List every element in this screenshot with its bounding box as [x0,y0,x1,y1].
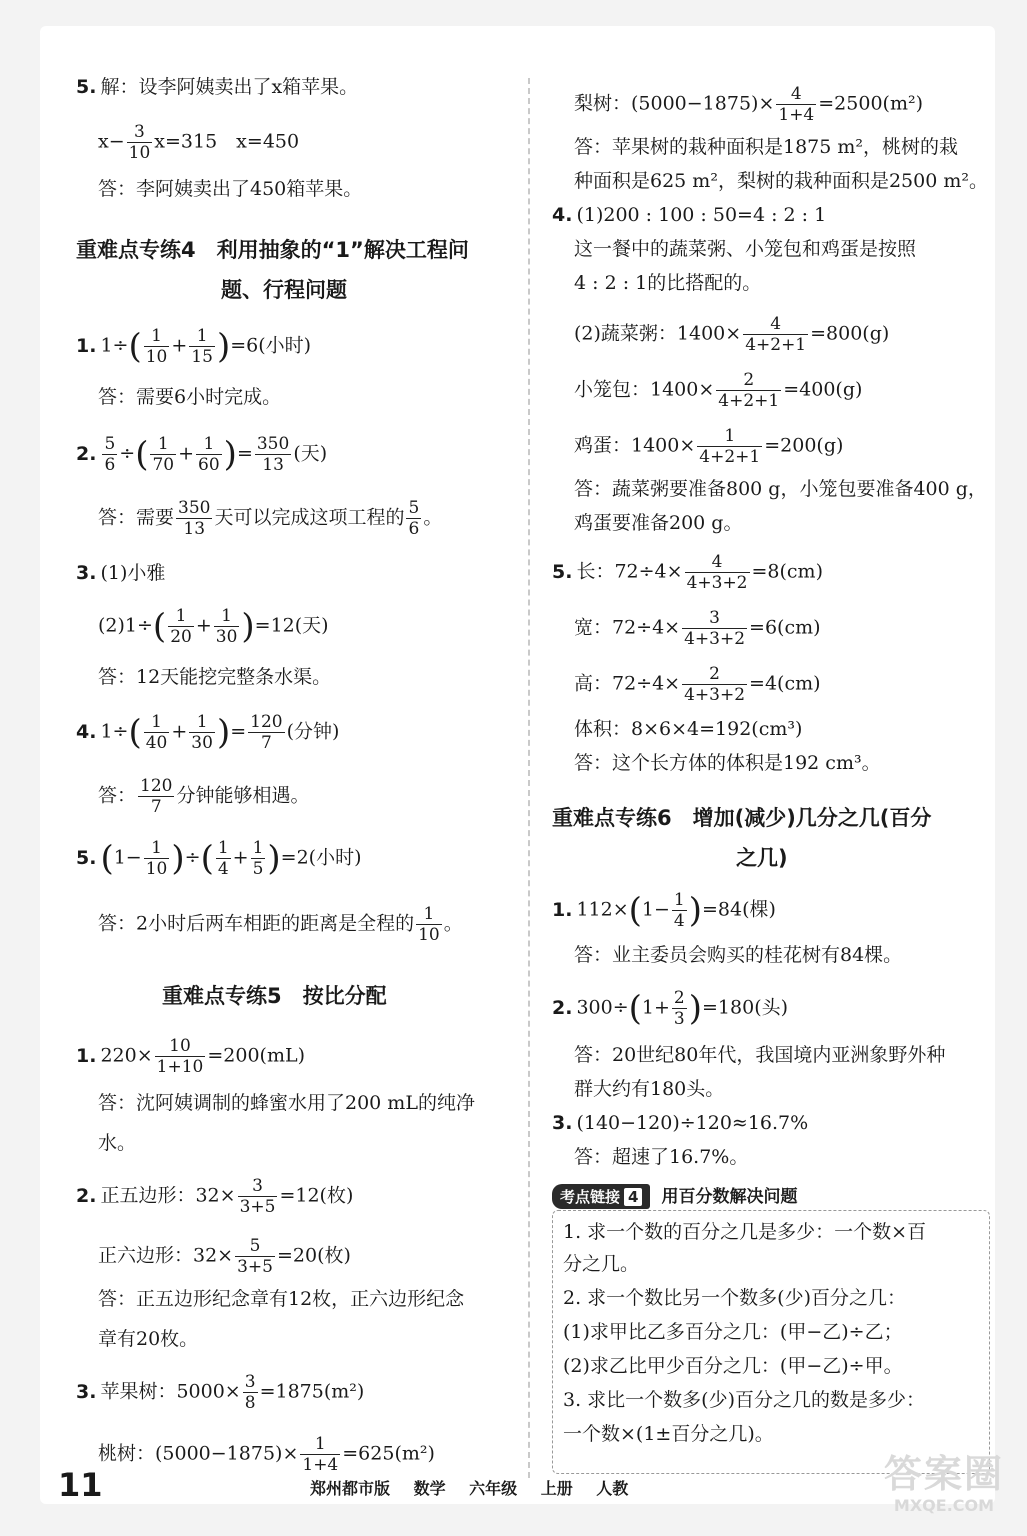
r4-bun: 小笼包：1400× $\frac{2}{4+2+1}$ =400(g) [574,370,863,411]
watermark-logo: 答案圈 MXQE.COM [883,1452,1004,1515]
box-line-5: (2)求乙比甲少百分之几：(甲−乙)÷甲。 [563,1355,903,1377]
s2-answer-cont: 群大约有180头。 [574,1078,725,1100]
r4-explain: 这一餐中的蔬菜粥、小笼包和鸡蛋是按照 [574,238,917,260]
r1-answer-cont: 水。 [98,1132,137,1154]
q5-answer: 答：2小时后两车相距的距离是全程的 $\frac{1}{10}$ 。 [98,904,463,945]
knowledge-link-badge: 考点链接 4 [552,1184,650,1209]
problem-5-answer: 答：李阿姨卖出了450箱苹果。 [98,178,363,200]
r5-answer: 答：这个长方体的体积是192 cm³。 [574,752,881,774]
r3-answer: 答：苹果树的栽种面积是1875 m²，桃树的栽 [574,136,959,158]
s2-answer: 答：20世纪80年代，我国境内亚洲象野外种 [574,1044,946,1066]
knowledge-link-title: 用百分数解决问题 [661,1187,798,1207]
box-line-7: 一个数×(1±百分之几)。 [563,1423,774,1445]
r3-peach: 桃树：(5000−1875)× $\frac{1}{1+4}$ =625(m²) [98,1434,435,1475]
r4-explain-cont: 4 : 2 : 1的比搭配的。 [574,272,762,294]
section-heading-4: 重难点专练4 利用抽象的“1”解决工程问 [76,238,469,262]
r4-answer-cont: 鸡蛋要准备200 g。 [574,512,743,534]
q1-answer: 答：需要6小时完成。 [98,386,282,408]
r4-ratio: 4. (1)200 : 100 : 50=4 : 2 : 1 [552,204,827,226]
s3-answer: 答：超速了16.7%。 [574,1146,749,1168]
section-heading-5: 重难点专练5 按比分配 [162,984,387,1008]
s3-equation: 3. (140−120)÷120≈16.7% [552,1112,809,1134]
r5-length: 5. 长：72÷4× $\frac{4}{4+3+2}$ =8(cm) [552,552,823,593]
r5-height: 高：72÷4× $\frac{2}{4+3+2}$ =4(cm) [574,664,821,705]
r5-volume: 体积：8×6×4=192(cm³) [574,718,803,740]
r2-answer-cont: 章有20枚。 [98,1328,199,1350]
box-line-6: 3. 求比一个数多(少)百分之几的数是多少： [563,1389,925,1411]
q5-equation: 5. (1− $\frac{1}{10}$ )÷( $\frac{1}{4}$ + $\frac{1}{5}$ )=2(小时) [76,838,362,879]
s1-equation: 1. 112×(1− $\frac{1}{4}$ )=84(棵) [552,890,776,931]
q4-equation: 4. 1÷( $\frac{1}{40}$ + $\frac{1}{30}$ )= $\frac{120}{7}$ (分钟) [76,712,340,753]
r2-pentagon: 2. 正五边形：32× $\frac{3}{3+5}$ =12(枚) [76,1176,354,1217]
r4-egg: 鸡蛋：1400× $\frac{1}{4+2+1}$ =200(g) [574,426,844,467]
q1-equation: 1. 1÷( $\frac{1}{10}$ + $\frac{1}{15}$ )=6(小时) [76,326,312,367]
q4-answer: 答： $\frac{120}{7}$ 分钟能够相遇。 [98,776,310,817]
answer-page [40,26,995,1504]
q3-part1: 3. (1)小雅 [76,562,166,584]
knowledge-link-box [552,1210,990,1474]
r2-answer: 答：正五边形纪念章有12枚，正六边形纪念 [98,1288,465,1310]
r1-equation: 1. 220× $\frac{10}{1+10}$ =200(mL) [76,1036,305,1077]
problem-5-equation: x− $\frac{3}{10}$ x=315 x=450 [98,122,300,163]
r3-pear: 梨树：(5000−1875)× $\frac{4}{1+4}$ =2500(m²) [574,84,923,125]
section-heading-6: 重难点专练6 增加(减少)几分之几(百分 [552,806,932,830]
q3-answer: 答：12天能挖完整条水渠。 [98,666,332,688]
knowledge-link-header [552,1182,798,1209]
problem-5-intro: 5. 解：设李阿姨卖出了x箱苹果。 [76,76,359,98]
box-line-3: 2. 求一个数比另一个数多(少)百分之几： [563,1287,906,1309]
s1-answer: 答：业主委员会购买的桂花树有84棵。 [574,944,903,966]
r4-porridge: (2)蔬菜粥：1400× $\frac{4}{4+2+1}$ =800(g) [574,314,890,355]
footer-info: 郑州都市版 数学 六年级 上册 人教 [310,1479,629,1498]
q2-answer: 答：需要 $\frac{350}{13}$ 天可以完成这项工程的 $\frac{5}{6}$ 。 [98,498,443,539]
r5-width: 宽：72÷4× $\frac{3}{4+3+2}$ =6(cm) [574,608,821,649]
box-line-4: (1)求甲比乙多百分之几：(甲−乙)÷乙； [563,1321,903,1343]
r2-hexagon: 正六边形：32× $\frac{5}{3+5}$ =20(枚) [98,1236,351,1277]
r1-answer: 答：沈阿姨调制的蜂蜜水用了200 mL的纯净 [98,1092,475,1114]
box-line-2: 分之几。 [563,1253,640,1275]
section-heading-4-cont: 题、行程问题 [221,278,347,302]
s2-equation: 2. 300÷(1+ $\frac{2}{3}$ )=180(头) [552,988,789,1029]
page-number: 11 [58,1466,103,1504]
section-heading-6-cont: 之几) [736,846,788,870]
r3-answer-cont: 种面积是625 m²，梨树的栽种面积是2500 m²。 [574,170,988,192]
q3-part2: (2)1÷( $\frac{1}{20}$ + $\frac{1}{30}$ )=12(天) [98,606,329,647]
column-divider [528,78,530,1478]
r4-answer: 答：蔬菜粥要准备800 g，小笼包要准备400 g， [574,478,987,500]
q2-equation: 2. $\frac{5}{6}$ ÷( $\frac{1}{70}$ + $\frac{1}{60}$ )= $\frac{350}{13}$ (天) [76,434,328,475]
box-line-1: 1. 求一个数的百分之几是多少：一个数×百 [563,1221,927,1243]
r3-apple: 3. 苹果树：5000× $\frac{3}{8}$ =1875(m²) [76,1372,365,1413]
